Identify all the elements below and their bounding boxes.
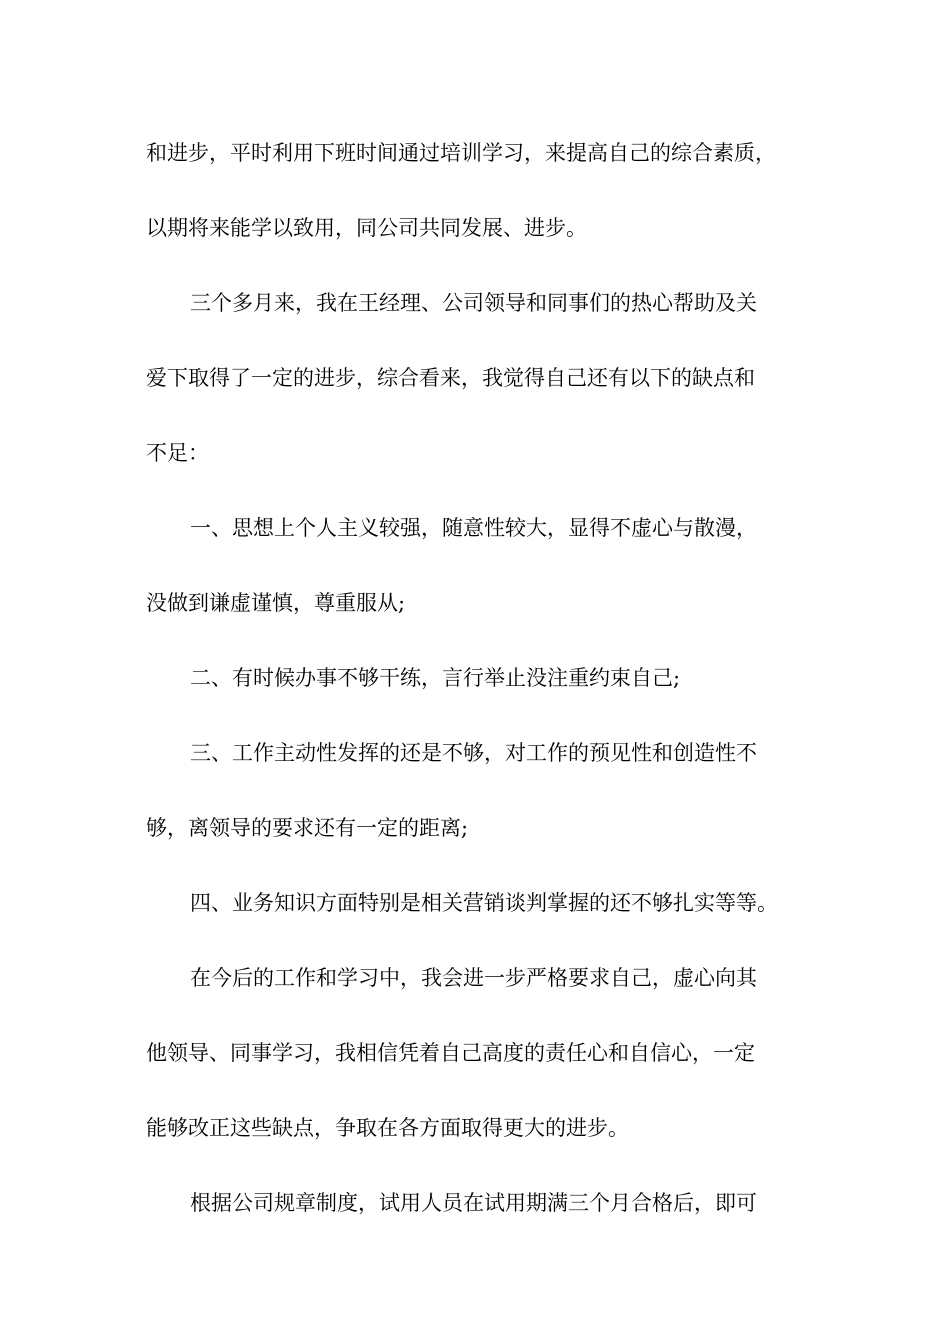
text-line: 和进步，平时利用下班时间通过培训学习，来提高自己的综合素质， — [146, 141, 776, 165]
paragraph-start-line: 根据公司规章制度，试用人员在试用期满三个月合格后，即可 — [190, 1191, 757, 1215]
paragraph-start-line: 三个多月来，我在王经理、公司领导和同事们的热心帮助及关 — [190, 291, 757, 315]
list-item-4-line: 四、业务知识方面特别是相关营销谈判掌握的还不够扎实等等。 — [190, 891, 778, 915]
list-item-3-line: 三、工作主动性发挥的还是不够，对工作的预见性和创造性不 — [190, 741, 757, 765]
text-line: 不足： — [146, 441, 209, 465]
paragraph-start-line: 在今后的工作和学习中，我会进一步严格要求自己，虚心向其 — [190, 966, 757, 990]
list-item-2-line: 二、有时候办事不够干练，言行举止没注重约束自己; — [190, 666, 681, 690]
text-line: 以期将来能学以致用，同公司共同发展、进步。 — [146, 216, 587, 240]
text-line: 能够改正这些缺点，争取在各方面取得更大的进步。 — [146, 1116, 629, 1140]
text-line: 够，离领导的要求还有一定的距离; — [146, 816, 469, 840]
text-line: 爱下取得了一定的进步，综合看来，我觉得自己还有以下的缺点和 — [146, 366, 755, 390]
list-item-1-line: 一、思想上个人主义较强，随意性较大，显得不虚心与散漫， — [190, 516, 757, 540]
text-line: 没做到谦虚谨慎，尊重服从; — [146, 591, 406, 615]
text-line: 他领导、同事学习，我相信凭着自己高度的责任心和自信心，一定 — [146, 1041, 755, 1065]
